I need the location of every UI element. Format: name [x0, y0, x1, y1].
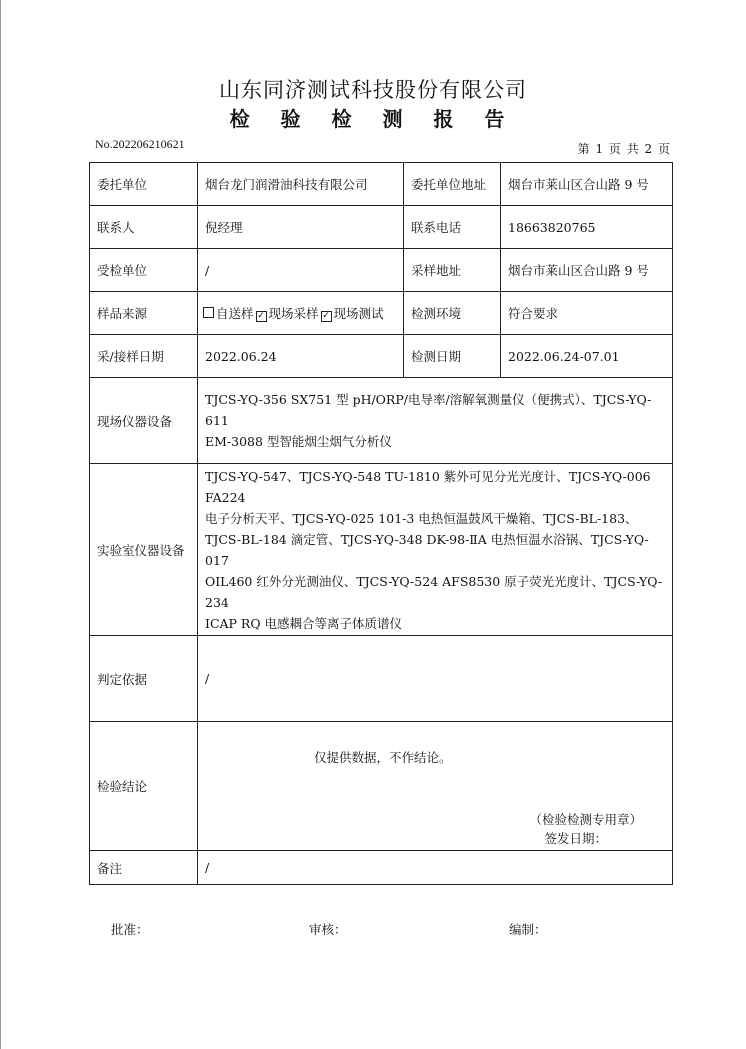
field-equipment-label: 现场仪器设备	[90, 378, 198, 464]
conclusion-label: 检验结论	[90, 722, 198, 851]
row-inspected	[90, 249, 673, 292]
basis-value: /	[198, 636, 673, 722]
row-dates	[90, 335, 673, 378]
sample-source-option[interactable]	[203, 306, 254, 321]
empty-box-icon[interactable]	[203, 307, 214, 318]
test-date-label: 检测日期	[404, 335, 501, 378]
conclusion-value: 仅提供数据，不作结论。	[314, 750, 452, 765]
lab-equipment-label: 实验室仪器设备	[90, 464, 198, 636]
sampling-address-label: 采样地址	[404, 249, 501, 292]
inspected-unit-value: /	[198, 249, 404, 292]
sample-source-label: 样品来源	[90, 292, 198, 335]
checked-box-icon[interactable]: ✓	[322, 311, 330, 321]
row-field-equipment	[90, 378, 673, 464]
conclusion-cell	[198, 722, 673, 851]
checked-box-icon[interactable]: ✓	[257, 311, 265, 321]
basis-label: 判定依据	[90, 636, 198, 722]
remark-value: /	[198, 851, 673, 885]
seal-text: （检验检测专用章）	[529, 812, 642, 827]
issue-date: 签发日期：	[544, 831, 607, 846]
sample-source-option-label: 自送样	[216, 306, 254, 321]
report-number: No.202206210621	[95, 137, 185, 151]
sample-source-option[interactable]	[321, 306, 384, 321]
client-label: 委托单位	[90, 163, 198, 206]
prepare-label: 编制：	[509, 922, 547, 937]
review-label: 审核：	[309, 922, 347, 937]
sampling-address-value: 烟台市莱山区合山路 9 号	[501, 249, 673, 292]
sample-source-option-label: 现场采样	[268, 306, 319, 321]
row-lab-equipment	[90, 464, 673, 636]
inspected-unit-label: 受检单位	[90, 249, 198, 292]
field-equipment-value: TJCS-YQ-356 SX751 型 pH/ORP/电导率/溶解氧测量仪（便携式）、TJCS-YQ-611 EM-3088 型智能烟尘烟气分析仪	[198, 378, 673, 464]
contact-label: 联系人	[90, 206, 198, 249]
client-address-value: 烟台市莱山区合山路 9 号	[501, 163, 673, 206]
row-client	[90, 163, 673, 206]
row-remark	[90, 851, 673, 885]
phone-label: 联系电话	[404, 206, 501, 249]
page-edge	[0, 0, 1, 1049]
report-table	[89, 162, 673, 885]
company-name: 山东同济测试科技股份有限公司	[219, 78, 527, 102]
lab-equipment-value: TJCS-YQ-547、TJCS-YQ-548 TU-1810 紫外可见分光光度计、TJCS-YQ-006 FA224 电子分析天平、TJCS-YQ-025 101-3 电热恒温鼓风干燥箱、TJCS-BL-183、 TJCS-BL-184 滴定管、TJCS-YQ-348 DK-98-ⅡA 电热恒温水浴锅、TJCS-YQ-017 OIL460 红外分光测油仪、TJCS-YQ-524 AFS8530 原子荧光光度计、TJCS-YQ-234 ICAP RQ 电感耦合等离子体质谱仪	[198, 464, 673, 636]
sample-source-option-label: 现场测试	[333, 306, 384, 321]
environment-value: 符合要求	[501, 292, 673, 335]
sample-date-value: 2022.06.24	[198, 335, 404, 378]
environment-label: 检测环境	[404, 292, 501, 335]
client-address-label: 委托单位地址	[404, 163, 501, 206]
phone-value: 18663820765	[501, 206, 673, 249]
row-contact	[90, 206, 673, 249]
row-source	[90, 292, 673, 335]
sample-date-label: 采/接样日期	[90, 335, 198, 378]
sample-source-options	[198, 292, 404, 335]
approve-label: 批准：	[111, 922, 149, 937]
page-info: 第 1 页 共 2 页	[577, 142, 670, 156]
remark-label: 备注	[90, 851, 198, 885]
client-value: 烟台龙门润滑油科技有限公司	[198, 163, 404, 206]
sample-source-option[interactable]	[256, 306, 319, 321]
report-title: 检 验 检 测 报 告	[229, 107, 517, 131]
row-basis	[90, 636, 673, 722]
row-conclusion	[90, 722, 673, 851]
test-date-value: 2022.06.24-07.01	[501, 335, 673, 378]
contact-value: 倪经理	[198, 206, 404, 249]
